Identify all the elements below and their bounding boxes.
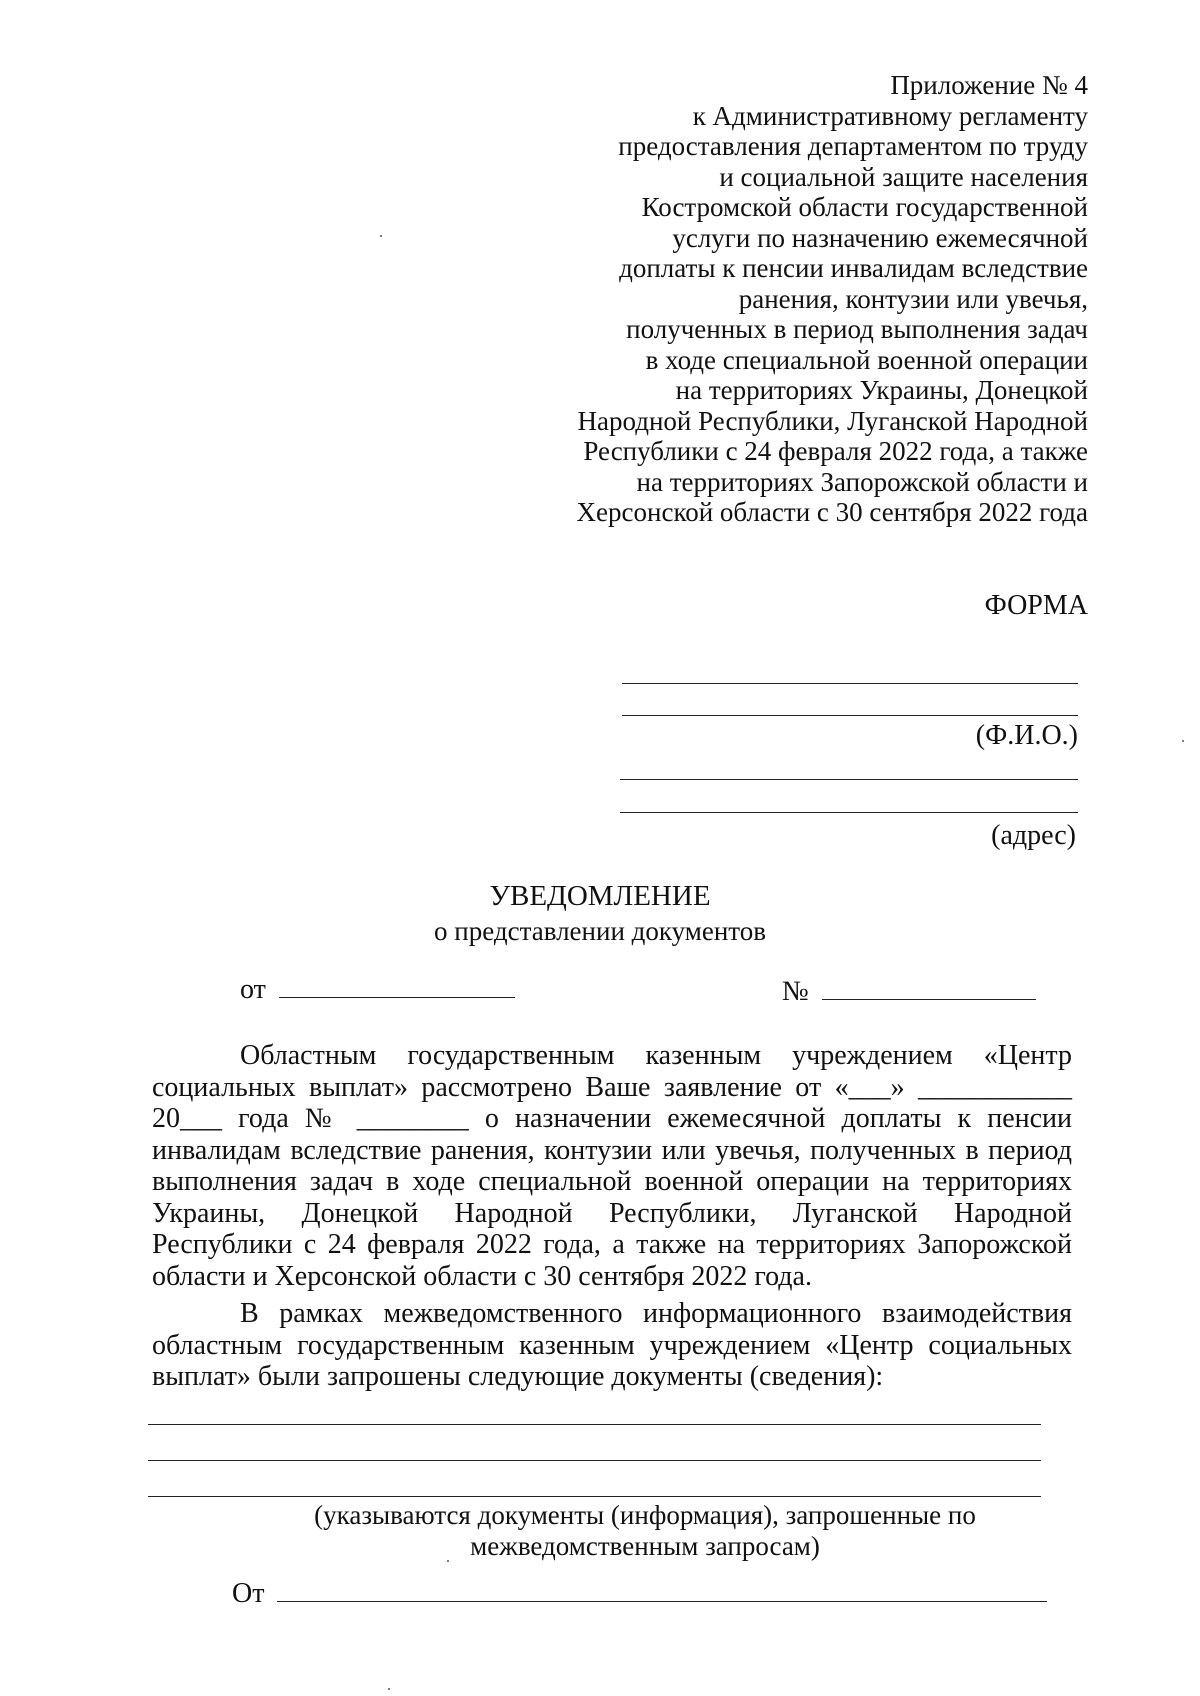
paragraph-line: В рамках межведомственного информационного взаимодействия bbox=[240, 1298, 1072, 1329]
appendix-header bbox=[500, 70, 1088, 528]
appendix-line: предоставления департаментом по труду bbox=[618, 131, 1088, 161]
appendix-line: на территориях Запорожской области и bbox=[636, 466, 1088, 497]
address-line-1 bbox=[620, 779, 1078, 780]
scan-speck bbox=[380, 235, 382, 237]
date-blank bbox=[279, 975, 515, 998]
documents-note bbox=[270, 1500, 1020, 1562]
scan-speck bbox=[447, 1560, 449, 1562]
paragraph-1 bbox=[152, 1040, 1072, 1292]
form-label: ФОРМА bbox=[984, 590, 1088, 621]
paragraph-line: инвалидам вследствие ранения, контузии или увечья, полученных в период bbox=[152, 1134, 1072, 1166]
appendix-line: Приложение № 4 bbox=[890, 70, 1088, 100]
address-caption: (адрес) bbox=[991, 820, 1076, 851]
scan-speck bbox=[1182, 740, 1184, 742]
from-label: От bbox=[232, 1578, 265, 1609]
fio-caption: (Ф.И.О.) bbox=[975, 720, 1078, 751]
appendix-line: Херсонской области с 30 сентября 2022 года bbox=[576, 497, 1088, 527]
number-blank bbox=[822, 977, 1036, 1000]
from-field bbox=[232, 1578, 1047, 1610]
appendix-line: Костромской области государственной bbox=[641, 192, 1088, 222]
fio-line-1 bbox=[622, 683, 1078, 684]
number-field bbox=[782, 976, 1036, 1008]
number-label: № bbox=[782, 976, 809, 1007]
documents-line-2 bbox=[148, 1460, 1041, 1461]
appendix-line: ранения, контузии или увечья, bbox=[738, 283, 1088, 314]
date-field bbox=[240, 974, 515, 1006]
appendix-line: к Административному регламенту bbox=[692, 100, 1088, 131]
date-label: от bbox=[240, 974, 266, 1005]
paragraph-line: выплат» были запрошены следующие документы (сведения): bbox=[152, 1361, 884, 1392]
address-line-2 bbox=[620, 812, 1078, 813]
notice-title: УВЕДОМЛЕНИЕ bbox=[489, 880, 711, 912]
paragraph-line: Украины, Донецкой Народной Республики, Луганской Народной bbox=[152, 1197, 1072, 1229]
paragraph-line: Областным государственным казенным учреждением «Центр bbox=[240, 1040, 1072, 1071]
paragraph-line: социальных выплат» рассмотрено Ваше заявление от «___» ___________ bbox=[152, 1071, 1072, 1103]
appendix-line: услуги по назначению ежемесячной bbox=[672, 222, 1088, 253]
appendix-line: полученных в период выполнения задач bbox=[626, 314, 1088, 344]
appendix-line: и социальной защите населения bbox=[719, 161, 1088, 192]
documents-line-1 bbox=[148, 1424, 1041, 1425]
paragraph-line: выполнения задач в ходе специальной военной операции на территориях bbox=[152, 1166, 1072, 1197]
appendix-line: Республики с 24 февраля 2022 года, а также bbox=[583, 436, 1088, 466]
paragraph-line: области и Херсонской области с 30 сентября 2022 года. bbox=[152, 1260, 812, 1292]
paragraph-line: областным государственным казенным учреждением «Центр социальных bbox=[152, 1329, 1072, 1361]
documents-line-3 bbox=[148, 1496, 1041, 1497]
paragraph-line: Республики с 24 февраля 2022 года, а также на территориях Запорожской bbox=[152, 1229, 1072, 1260]
scan-speck bbox=[388, 1688, 390, 1690]
documents-note-line: (указываются документы (информация), запрошенные по bbox=[314, 1500, 976, 1530]
appendix-line: доплаты к пенсии инвалидам вследствие bbox=[619, 253, 1088, 283]
appendix-line: Народной Республики, Луганской Народной bbox=[577, 405, 1088, 436]
appendix-line: в ходе специальной военной операции bbox=[645, 344, 1088, 375]
notice-subtitle: о представлении документов bbox=[434, 916, 766, 946]
documents-note-line: межведомственным запросам) bbox=[470, 1531, 820, 1561]
appendix-line: на территориях Украины, Донецкой bbox=[675, 375, 1088, 405]
fio-line-2 bbox=[622, 715, 1078, 716]
paragraph-line: 20___ года № ________ о назначении ежемесячной доплаты к пенсии bbox=[152, 1103, 1072, 1134]
paragraph-2 bbox=[152, 1298, 1072, 1393]
from-blank bbox=[277, 1579, 1047, 1602]
